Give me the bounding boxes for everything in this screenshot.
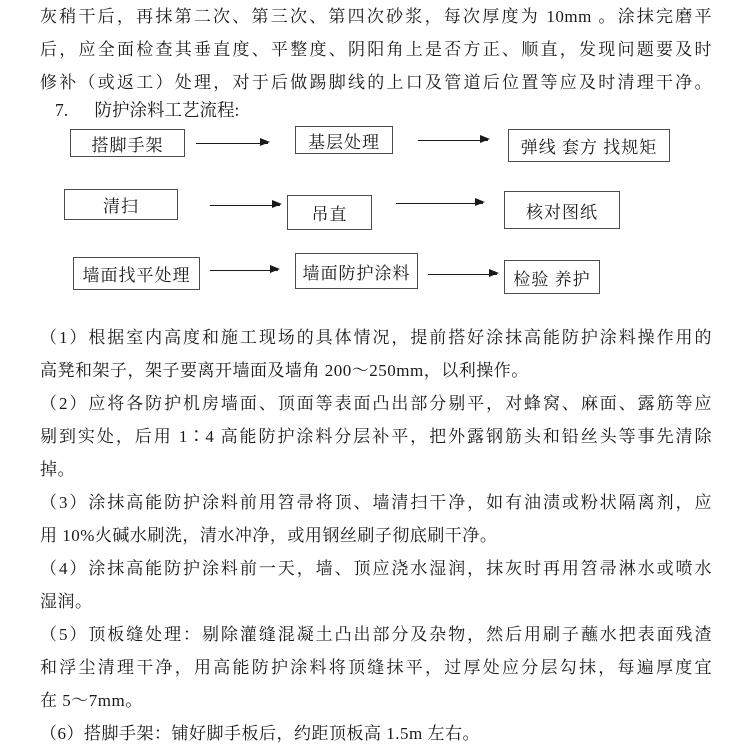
paragraph-4 xyxy=(0,552,750,618)
text-line: （4）涂抹高能防护涂料前一天，墙、顶应浇水湿润，抹灰时再用笤帚淋水或喷水 xyxy=(40,559,712,578)
text-line: （6）搭脚手架：铺好脚手板后，约距顶板高 1.5m 左右。 xyxy=(40,724,480,743)
flow-step-wall-coating: 墙面防护涂料 xyxy=(295,253,418,289)
paragraph-5 xyxy=(0,618,750,717)
section-number: 7. xyxy=(55,100,69,120)
text-line: 用 10%火碱水刷洗，清水冲净，或用钢丝刷子彻底刷干净。 xyxy=(40,526,498,545)
arrow-right-icon xyxy=(210,205,280,206)
text-line: 在 5～7mm。 xyxy=(40,691,143,710)
paragraph-6 xyxy=(0,717,750,750)
arrow-right-icon xyxy=(396,203,483,204)
text-line: 灰稍干后，再抹第二次、第三次、第四次砂浆，每次厚度为 10mm 。涂抹完磨平 xyxy=(40,7,712,26)
text-line: 高凳和架子，架子要离开墙面及墙角 200～250mm，以利操作。 xyxy=(40,361,529,380)
section-heading xyxy=(0,99,750,121)
text-line: 剔到实处，后用 1∶4 高能防护涂料分层补平，把外露钢筋头和铅丝头等事先清除 xyxy=(40,427,712,446)
arrow-right-icon xyxy=(418,140,488,141)
paragraph-3 xyxy=(0,486,750,552)
text-line: （2）应将各防护机房墙面、顶面等表面凸出部分剔平，对蜂窝、麻面、露筋等应 xyxy=(40,394,712,413)
paragraph-2 xyxy=(0,387,750,486)
text-line: 后，应全面检查其垂直度、平整度、阴阳角上是否方正、顺直，发现问题要及时 xyxy=(40,40,712,59)
text-line: 掉。 xyxy=(40,460,75,479)
flow-step-snap-lines: 弹线 套方 找规矩 xyxy=(508,129,670,162)
paragraph-1 xyxy=(0,321,750,387)
flow-step-check-drawings: 核对图纸 xyxy=(504,191,620,229)
text-line: （3）涂抹高能防护涂料前用笤帚将顶、墙清扫干净，如有油渍或粉状隔离剂，应 xyxy=(40,493,712,512)
arrow-right-icon xyxy=(196,143,268,144)
text-line: （5）顶板缝处理：剔除灌缝混凝土凸出部分及杂物，然后用刷子蘸水把表面残渣 xyxy=(40,625,712,644)
arrow-right-icon xyxy=(428,274,497,275)
flow-step-base-treatment: 基层处理 xyxy=(295,126,393,154)
flowchart xyxy=(0,121,750,317)
section-title: 防护涂料工艺流程: xyxy=(94,100,240,120)
flow-step-plumb: 吊直 xyxy=(287,195,372,230)
flow-step-scaffold: 搭脚手架 xyxy=(70,129,185,157)
intro-paragraph xyxy=(0,0,750,99)
body-paragraphs xyxy=(0,321,750,750)
arrow-right-icon xyxy=(210,270,278,271)
text-line: 修补（或返工）处理，对于后做踢脚线的上口及管道后位置等应及时清理干净。 xyxy=(40,73,712,92)
flow-step-wall-leveling: 墙面找平处理 xyxy=(73,257,200,290)
text-line: 和浮尘清理干净，用高能防护涂料将顶缝抹平，过厚处应分层勾抹，每遍厚度宜 xyxy=(40,658,712,677)
text-line: （1）根据室内高度和施工现场的具体情况，提前搭好涂抹高能防护涂料操作用的 xyxy=(40,328,712,347)
flow-step-inspection-curing: 检验 养护 xyxy=(504,260,600,294)
flow-step-cleaning: 清扫 xyxy=(64,189,178,220)
text-line: 湿润。 xyxy=(40,592,93,611)
